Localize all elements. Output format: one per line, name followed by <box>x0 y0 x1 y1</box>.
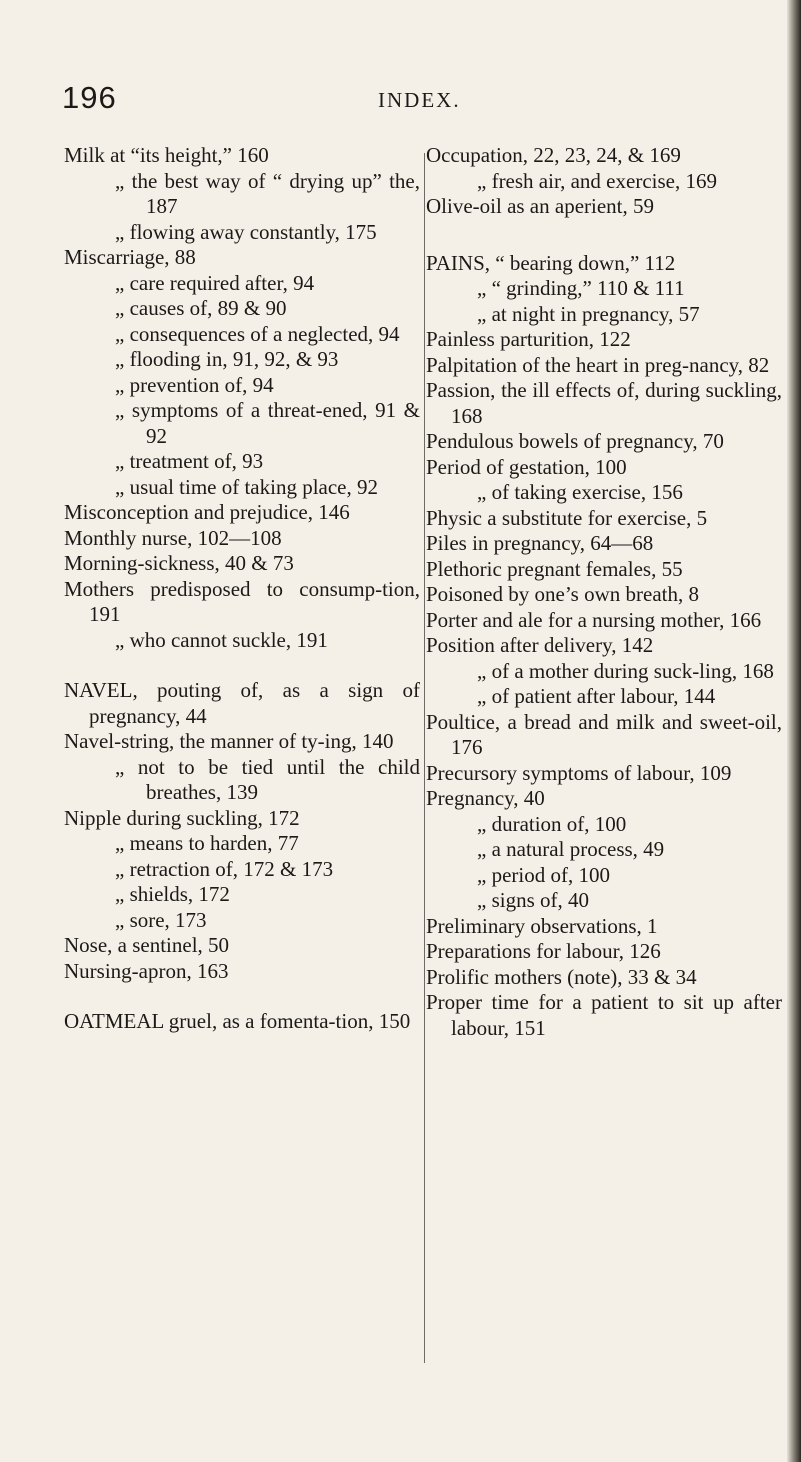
index-entry: Pendulous bowels of pregnancy, 70 <box>426 429 724 453</box>
index-subentry: „ sore, 173 <box>115 907 207 932</box>
index-entry: PAINS, “ bearing down,” 112 <box>426 250 676 275</box>
index-entry: Porter and ale for a nursing mother, 166 <box>426 607 762 632</box>
index-subentry: „ flowing away constantly, 175 <box>115 219 377 244</box>
index-entry: NAVEL, pouting of, as a sign of pregnancy, 44 <box>64 678 420 728</box>
running-title: INDEX. <box>378 88 461 112</box>
index-entry: Position after delivery, 142 <box>426 633 654 657</box>
index-subentry: „ not to be tied until the child breathes, 139 <box>115 754 420 804</box>
index-entry: Passion, the ill effects of, during suckling, 168 <box>426 378 782 428</box>
index-subentry: „ care required after, 94 <box>115 270 315 295</box>
page-number: 196 <box>62 80 117 115</box>
index-subentry: „ a natural process, 49 <box>477 837 665 861</box>
index-subentry: „ fresh air, and exercise, 169 <box>477 168 717 193</box>
index-subentry: „ of taking exercise, 156 <box>477 480 683 504</box>
index-entry: Monthly nurse, 102—108 <box>64 525 282 550</box>
index-entry: Nose, a sentinel, 50 <box>64 933 230 957</box>
letter-gap <box>64 653 420 678</box>
index-subentry: „ treatment of, 93 <box>115 449 264 473</box>
index-entry: Precursory symptoms of labour, 109 <box>426 760 732 785</box>
index-entry: Olive-oil as an aperient, 59 <box>426 194 655 218</box>
index-subentry: „ means to harden, 77 <box>115 831 299 855</box>
index-entry: Period of gestation, 100 <box>426 454 627 479</box>
page-edge <box>787 0 801 1462</box>
index-subentry: „ of patient after labour, 144 <box>477 684 716 708</box>
index-entry: Plethoric pregnant females, 55 <box>426 556 683 581</box>
index-entry: Milk at “its height,” 160 <box>64 143 269 167</box>
index-subentry: „ symptoms of a threat-ened, 91 & 92 <box>115 398 420 448</box>
index-entry: Prolific mothers (note), 33 & 34 <box>426 964 697 989</box>
index-entry: Painless parturition, 122 <box>426 327 631 351</box>
index-entry: Nursing-apron, 163 <box>64 958 229 983</box>
index-entry: Pregnancy, 40 <box>426 786 545 810</box>
index-entry: Occupation, 22, 23, 24, & 169 <box>426 143 681 167</box>
index-entry: Preparations for labour, 126 <box>426 939 661 963</box>
index-subentry: „ usual time of taking place, 92 <box>115 474 379 499</box>
index-subentry: „ duration of, 100 <box>477 811 627 836</box>
index-entry: Palpitation of the heart in preg-nancy, 82 <box>426 352 770 377</box>
index-entry: Miscarriage, 88 <box>64 245 196 269</box>
index-subentry: „ shields, 172 <box>115 882 230 906</box>
index-entry: Mothers predisposed to consump-tion, 191 <box>64 576 420 626</box>
index-subentry: „ retraction of, 172 & 173 <box>115 856 334 881</box>
index-subentry: „ flooding in, 91, 92, & 93 <box>115 347 339 371</box>
column-divider <box>424 153 425 1363</box>
index-entry: OATMEAL gruel, as a fomenta-tion, 150 <box>64 1009 411 1033</box>
index-entry: Physic a substitute for exercise, 5 <box>426 505 708 530</box>
index-subentry: „ causes of, 89 & 90 <box>115 296 287 320</box>
index-entry: Nipple during suckling, 172 <box>64 805 300 830</box>
index-subentry: „ consequences of a neglected, 94 <box>115 321 400 346</box>
letter-gap <box>426 220 782 251</box>
index-subentry: „ prevention of, 94 <box>115 372 274 397</box>
index-subentry: „ of a mother during suck-ling, 168 <box>477 658 774 683</box>
index-subentry: „ signs of, 40 <box>477 888 589 912</box>
index-subentry: „ at night in pregnancy, 57 <box>477 301 700 326</box>
index-entry: Piles in pregnancy, 64—68 <box>426 531 654 555</box>
index-column-right <box>426 143 782 1041</box>
index-entry: Navel-string, the manner of ty-ing, 140 <box>64 729 394 753</box>
index-entry: Morning-sickness, 40 & 73 <box>64 551 294 575</box>
index-entry: Misconception and prejudice, 146 <box>64 500 350 524</box>
index-subentry: „ period of, 100 <box>477 862 610 887</box>
index-subentry: „ “ grinding,” 110 & 111 <box>477 276 685 300</box>
index-entry: Proper time for a patient to sit up after labour, 151 <box>426 990 782 1040</box>
index-column-left <box>64 143 420 1035</box>
letter-gap <box>64 984 420 1009</box>
index-subentry: „ the best way of “ drying up” the, 187 <box>115 168 420 218</box>
index-entry: Poisoned by one’s own breath, 8 <box>426 582 699 606</box>
index-subentry: „ who cannot suckle, 191 <box>115 627 328 652</box>
index-entry: Poultice, a bread and milk and sweet-oil, 176 <box>426 709 782 759</box>
index-entry: Preliminary observations, 1 <box>426 913 658 938</box>
